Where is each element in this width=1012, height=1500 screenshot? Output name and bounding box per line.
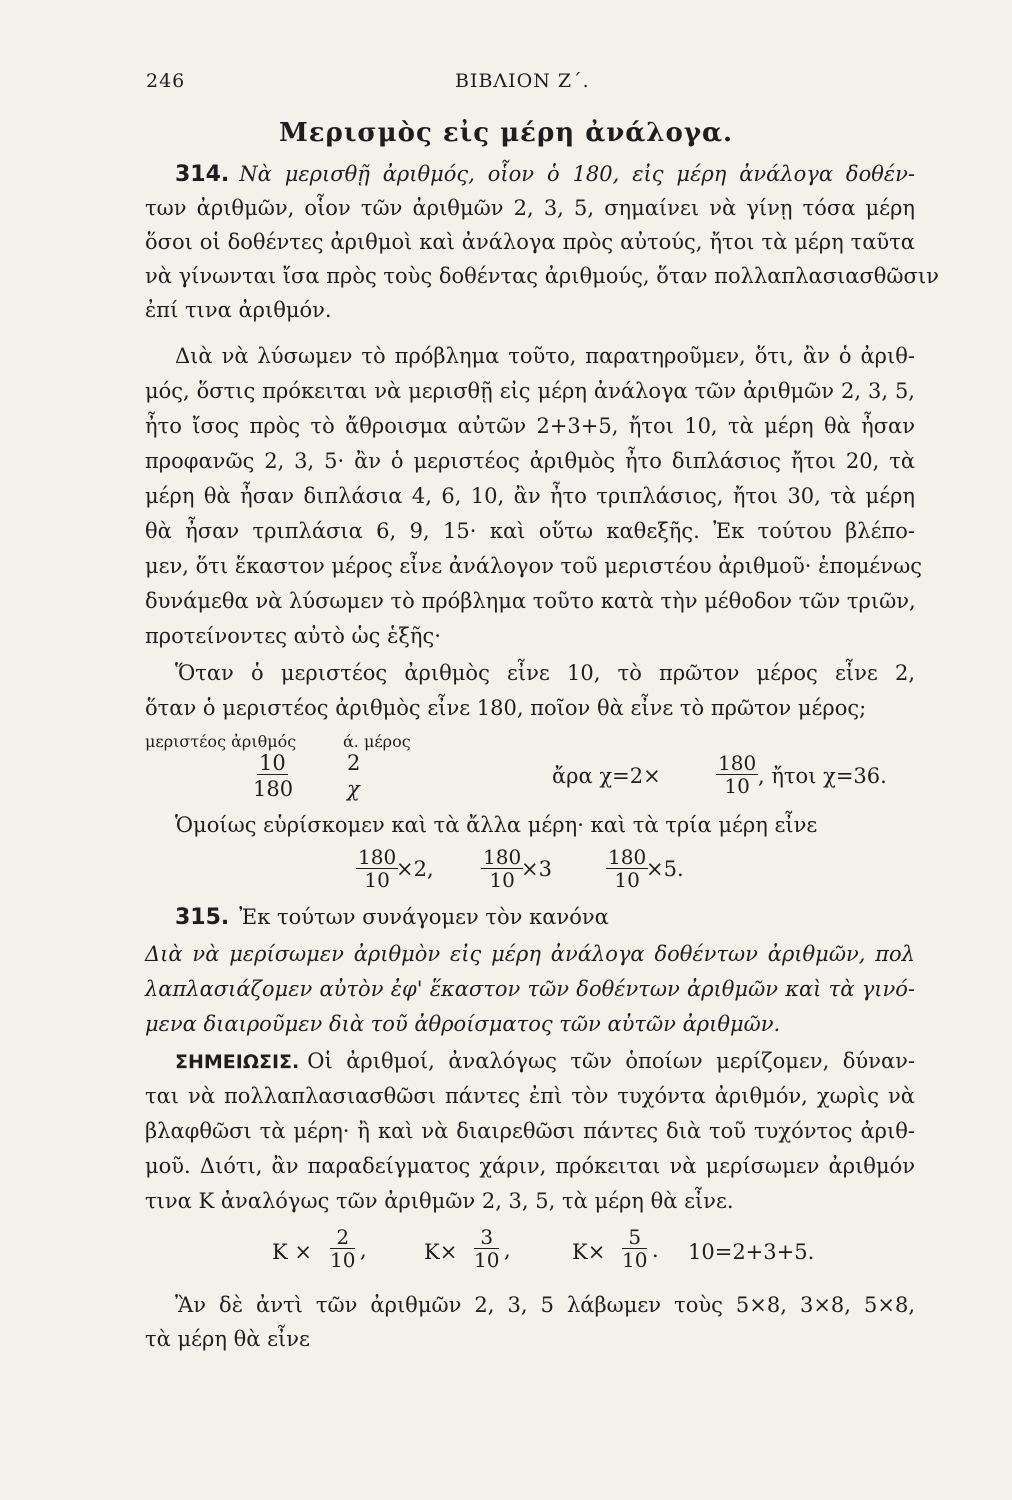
text-line: δυνάμεθα νὰ λύσωμεν τὸ πρόβλημα τοῦτο κατὰ τὴν μέθοδον τῶν τριῶν,	[145, 589, 916, 613]
col2-header: ά. μέρος	[343, 732, 411, 751]
text-line: Διὰ νὰ λύσωμεν τὸ πρόβλημα τοῦτο, παρατηροῦμεν, ὅτι, ἂν ὁ ἀριθ-	[175, 344, 915, 368]
para-number: 314.	[175, 162, 230, 187]
col2-value: χ	[347, 777, 360, 801]
rule-line: μενα διαιροῦμεν διὰ τοῦ ἀθροίσματος τῶν αὐτῶν ἀριθμῶν.	[145, 1012, 781, 1036]
rule-line: Διὰ νὰ μερίσωμεν ἀριθμὸν εἰς μέρη ἀνάλογα δοθέντων ἀριθμῶν, πολ	[145, 942, 915, 966]
para-number: 315.	[175, 905, 230, 930]
col1-value: 10	[259, 751, 286, 775]
text-line: ἦτο ἴσος πρὸς τὸ ἄθροισμα αὐτῶν 2+3+5, ἤτοι 10, τὰ μέρη θὰ ἦσαν	[145, 414, 915, 438]
sum-equation: 10=2+3+5.	[688, 1240, 815, 1264]
part-multiplier: ×3	[521, 857, 552, 881]
k-fraction: $\frac{2}{10}$	[330, 1225, 356, 1272]
text-line: Ὅταν ὁ μεριστέος ἀριθμὸς εἶνε 10, τὸ πρῶτον μέρος εἶνε 2,	[175, 661, 915, 685]
section-title: Μερισμὸς εἰς μέρη ἀνάλογα.	[278, 118, 734, 148]
part-fraction: $\frac{180}{10}$	[358, 845, 397, 892]
k-term: Κ ×	[272, 1240, 312, 1264]
result-fraction	[716, 752, 758, 797]
text-line: ται νὰ πολλαπλασιασθῶσι πάντες ἐπὶ τὸν τυχόντα ἀριθμόν, χωρὶς νὰ	[145, 1084, 915, 1108]
text-line: προφανῶς 2, 3, 5· ἂν ὁ μεριστέος ἀριθμὸς ἦτο διπλάσιος ἤτοι 20, τὰ	[145, 449, 915, 473]
para-314-line-1: 314. Νὰ μερισθῇ ἀριθμός, οἷον ὁ 180, εἰς μέρη ἀνάλογα δοθέν-	[175, 162, 915, 187]
note-label: ΣΗΜΕΙΩΣΙΣ.	[175, 1051, 300, 1073]
k-term: Κ×	[572, 1240, 606, 1264]
fraction-numerator: 180	[718, 751, 757, 775]
text-line: μέρη θὰ ἦσαν διπλάσια 4, 6, 10, ἂν ἦτο τριπλάσιος, ἤτοι 30, τὰ μέρη	[145, 484, 915, 508]
rule-line: λαπλασιάζομεν αὐτὸν ἐφ' ἕκαστον τῶν δοθέντων ἀριθμῶν καὶ τὰ γινό-	[145, 977, 915, 1001]
note-first-line: ΣΗΜΕΙΩΣΙΣ. Οἱ ἀριθμοί, ἀναλόγως τῶν ὁποίων μερίζομεν, δύναν-	[175, 1049, 915, 1073]
text-line: ὅσοι οἱ δοθέντες ἀριθμοὶ καὶ ἀνάλογα πρὸς αὐτούς, ἤτοι τὰ μέρη ταῦτα	[145, 230, 915, 254]
text-line: Ὁμοίως εὑρίσκομεν καὶ τὰ ἄλλα μέρη· καὶ τὰ τρία μέρη εἶνε	[175, 813, 818, 837]
k-fraction: $\frac{5}{10}$	[622, 1225, 648, 1272]
text-line: θὰ ἦσαν τριπλάσια 6, 9, 15· καὶ οὕτω καθεξῆς. Ἐκ τούτου βλέπο-	[145, 519, 915, 543]
k-term: Κ×	[424, 1240, 458, 1264]
result-suffix: , ἤτοι χ=36.	[758, 764, 887, 788]
text-line: των ἀριθμῶν, οἷον τῶν ἀριθμῶν 2, 3, 5, σημαίνει νὰ γίνῃ τόσα μέρη	[145, 196, 915, 220]
para-315-intro: 315. Ἐκ τούτων συνάγομεν τὸν κανόνα	[175, 905, 609, 930]
text-line: ὅταν ὁ μεριστέος ἀριθμὸς εἶνε 180, ποῖον θὰ εἶνε τὸ πρῶτον μέρος;	[145, 696, 867, 720]
text-line: μεν, ὅτι ἕκαστον μέρος εἶνε ἀνάλογον τοῦ μεριστέου ἀριθμοῦ· ἑπομένως	[145, 554, 922, 578]
text-line: βλαφθῶσι τὰ μέρη· ἢ καὶ νὰ διαιρεθῶσι πάντες διὰ τοῦ τυχόντος ἀριθ-	[145, 1119, 915, 1143]
text-line: Ἂν δὲ ἀντὶ τῶν ἀριθμῶν 2, 3, 5 λάβωμεν τοὺς 5×8, 3×8, 5×8,	[175, 1293, 915, 1317]
text-line: προτείνοντες αὐτὸ ὡς ἑξῆς·	[145, 624, 441, 648]
running-title: ΒΙΒΛΙΟΝ Ζ΄.	[455, 70, 590, 92]
part-fraction: $\frac{180}{10}$	[483, 845, 522, 892]
col1-value: 180	[253, 777, 294, 801]
part-fraction: $\frac{180}{10}$	[608, 845, 647, 892]
col1-header: μεριστέος ἀριθμός	[145, 732, 297, 751]
book-page: 246 ΒΙΒΛΙΟΝ Ζ΄. Μερισμὸς εἰς μέρη ἀνάλογα. 314. Νὰ μερισθῇ ἀριθμός, οἷον ὁ 180, εἰς μέρη ἀνάλογα δοθέν- των ἀριθμῶν, οἷον τῶν ἀριθμῶν 2, 3, 5, σημαίνει νὰ γίνῃ τόσα μέρη ὅσοι οἱ δοθέντες ἀριθμοὶ καὶ ἀνάλογα πρὸς αὐτούς, ἤτοι τὰ μέρη ταῦτα νὰ γίνωνται ἴσα πρὸς τοὺς δοθέντας ἀριθμούς, ὅταν πολλαπλασιασθῶσιν ἐπί τινα ἀριθμόν. Διὰ νὰ λύσωμεν τὸ πρόβλημα τοῦτο, παρατηροῦμεν, ὅτι, ἂν ὁ ἀριθ- μός, ὅστις πρόκειται νὰ μερισθῇ εἰς μέρη ἀνάλογα τῶν ἀριθμῶν 2, 3, 5, ἦτο ἴσος πρὸς τὸ ἄθροισμα αὐτῶν 2+3+5, ἤτοι 10, τὰ μέρη θὰ ἦσαν προφανῶς 2, 3, 5· ἂν ὁ μεριστέος ἀριθμὸς ἦτο διπλάσιος ἤτοι 20, τὰ μέρη θὰ ἦσαν διπλάσια 4, 6, 10, ἂν ἦτο τριπλάσιος, ἤτοι 30, τὰ μέρη θὰ ἦσαν τριπλάσια 6, 9, 15· καὶ οὕτω καθεξῆς. Ἐκ τούτου βλέπο- μεν, ὅτι ἕκαστον μέρος εἶνε ἀνάλογον τοῦ μεριστέου ἀριθμοῦ· ἑπομένως δυνάμεθα νὰ λύσωμεν τὸ πρόβλημα τοῦτο κατὰ τὴν μέθοδον τῶν τριῶν, προτείνοντες αὐτὸ ὡς ἑξῆς· Ὅταν ὁ μεριστέος ἀριθμὸς εἶνε 10, τὸ πρῶτον μέρος εἶνε 2, ὅταν ὁ μεριστέος ἀριθμὸς εἶνε 180, ποῖον θὰ εἶνε τὸ πρῶτον μέρος; μεριστέος ἀριθμός ά. μέρος 10 180 2 χ ἄρα χ=2× $\frac{180}{10}$ , ἤτοι χ=36. Ὁμοίως εὑρίσκομεν καὶ τὰ ἄλλα μέρη· καὶ τὰ τρία μέρη εἶνε $\frac{180}{10}$ ×2, $\frac{180}{10}$ ×3 $\frac{180}{10}$ ×5. 315. Ἐκ τούτων συνάγομεν τὸν κανόνα Διὰ νὰ μερίσωμεν ἀριθμὸν εἰς μέρη ἀνάλογα δοθέντων ἀριθμῶν, πολ λαπλασιάζομεν αὐτὸν ἐφ' ἕκαστον τῶν δοθέντων ἀριθμῶν καὶ τὰ γινό- μενα διαιροῦμεν διὰ τοῦ ἀθροίσματος τῶν αὐτῶν ἀριθμῶν. ΣΗΜΕΙΩΣΙΣ. Οἱ ἀριθμοί, ἀναλόγως τῶν ὁποίων μερίζομεν, δύναν- ται νὰ πολλαπλασιασθῶσι πάντες ἐπὶ τὸν τυχόντα ἀριθμόν, χωρὶς νὰ βλαφθῶσι τὰ μέρη· ἢ καὶ νὰ διαιρεθῶσι πάντες διὰ τοῦ τυχόντος ἀριθ- μοῦ. Διότι, ἂν παραδείγματος χάριν, πρόκειται νὰ μερίσωμεν ἀριθμόν τινα Κ ἀναλόγως τῶν ἀριθμῶν 2, 3, 5, τὰ μέρη θὰ εἶνε. Κ × $\frac{2}{10}$ , Κ× $\frac{3}{10}$ , Κ× $\frac{5}{10}$ . 10=2+3+5. Ἂν δὲ ἀντὶ τῶν ἀριθμῶν 2, 3, 5 λάβωμεν τοὺς 5×8, 3×8, 5×8, τὰ μέρη θὰ εἶνε	[0, 0, 1012, 1500]
fraction-denominator: 10	[724, 774, 750, 798]
text-line: τινα Κ ἀναλόγως τῶν ἀριθμῶν 2, 3, 5, τὰ μέρη θὰ εἶνε.	[145, 1189, 734, 1213]
text-line: μοῦ. Διότι, ἂν παραδείγματος χάριν, πρόκειται νὰ μερίσωμεν ἀριθμόν	[145, 1154, 915, 1178]
col2-value: 2	[347, 751, 361, 775]
k-fraction: $\frac{3}{10}$	[474, 1225, 500, 1272]
part-multiplier: ×5.	[646, 857, 684, 881]
page-number: 246	[146, 70, 186, 92]
text-line: νὰ γίνωνται ἴσα πρὸς τοὺς δοθέντας ἀριθμούς, ὅταν πολλαπλασιασθῶσιν	[145, 264, 939, 288]
text-line: ἐπί τινα ἀριθμόν.	[145, 298, 332, 322]
part-multiplier: ×2,	[396, 857, 434, 881]
text-line: τὰ μέρη θὰ εἶνε	[145, 1327, 310, 1351]
result-prefix: ἄρα χ=2×	[552, 764, 661, 788]
text-line: μός, ὅστις πρόκειται νὰ μερισθῇ εἰς μέρη ἀνάλογα τῶν ἀριθμῶν 2, 3, 5,	[145, 379, 915, 403]
